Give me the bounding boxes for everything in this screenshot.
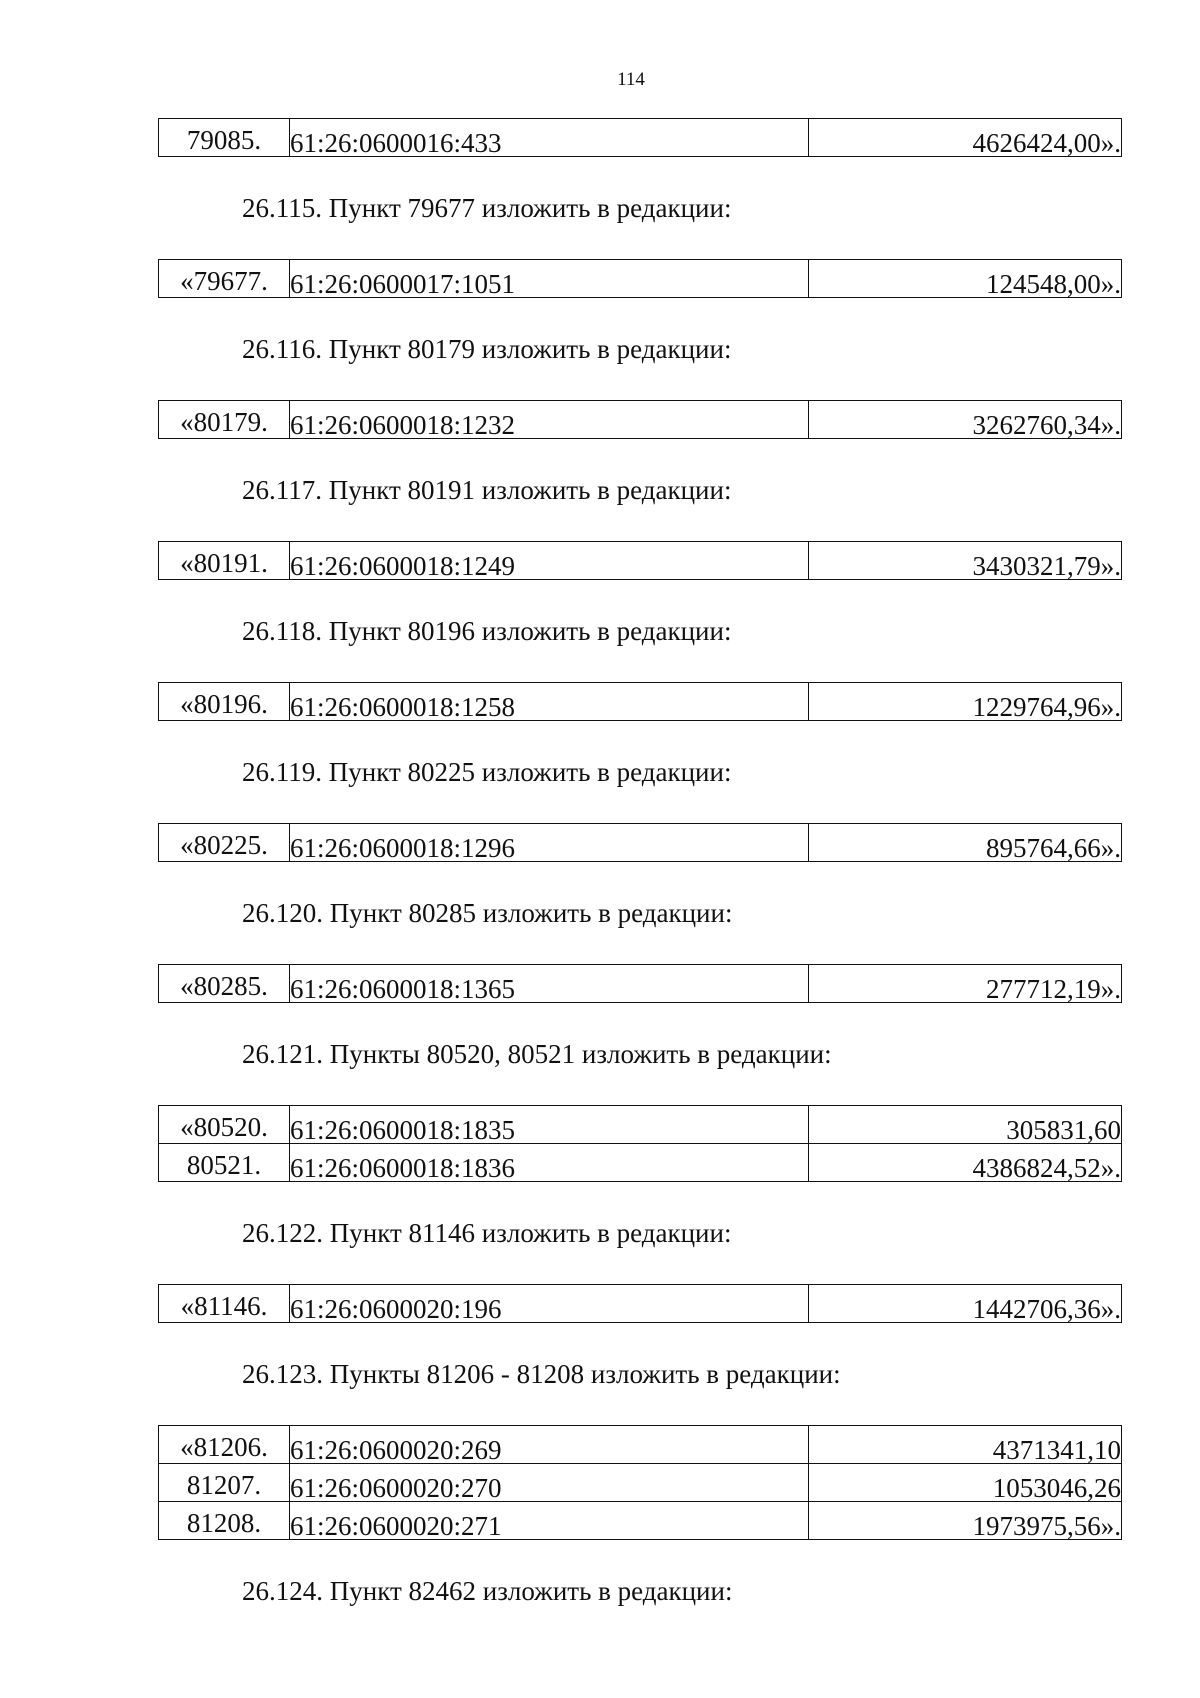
- cadastral-value-table: [158, 541, 1122, 580]
- table-row: [159, 1464, 1122, 1502]
- cadastral-number-text: 61:26:0600018:1249: [290, 551, 516, 581]
- cadastral-number-text: 61:26:0600016:433: [290, 128, 502, 158]
- item-number-cell: [159, 401, 290, 439]
- cadastral-value-cell: [809, 1426, 1122, 1464]
- table-row: [159, 965, 1122, 1003]
- cadastral-value-table: [158, 964, 1122, 1003]
- cadastral-value-table: [158, 259, 1122, 298]
- cadastral-value-text: 1229764,96».: [972, 692, 1121, 722]
- cadastral-value-cell: [809, 965, 1122, 1003]
- cadastral-number-cell: [290, 260, 809, 298]
- cadastral-number-text: 61:26:0600018:1836: [290, 1153, 516, 1183]
- item-number-cell: [159, 1106, 290, 1144]
- cadastral-value-cell: [809, 260, 1122, 298]
- cadastral-value-table: [158, 1284, 1122, 1323]
- table-row: [159, 683, 1122, 721]
- cadastral-value-cell: [809, 824, 1122, 862]
- table-row: [159, 1106, 1122, 1144]
- table-row: [159, 260, 1122, 298]
- cadastral-number-cell: [290, 824, 809, 862]
- cadastral-number-cell: [290, 1426, 809, 1464]
- item-number-cell: [159, 1426, 290, 1464]
- item-number-text: 79085.: [186, 125, 262, 155]
- amendment-instruction: 26.122. Пункт 81146 изложить в редакции:: [242, 1218, 732, 1248]
- cadastral-value-text: 895764,66».: [986, 833, 1121, 863]
- cadastral-value-text: 4371341,10: [992, 1435, 1121, 1465]
- amendment-instruction: 26.119. Пункт 80225 изложить в редакции:: [242, 757, 732, 787]
- item-number-cell: [159, 1144, 290, 1182]
- cadastral-value-cell: [809, 119, 1122, 157]
- cadastral-number-text: 61:26:0600020:196: [290, 1294, 502, 1324]
- cadastral-value-table: [158, 823, 1122, 862]
- amendment-instruction: 26.118. Пункт 80196 изложить в редакции:: [242, 616, 732, 646]
- cadastral-value-cell: [809, 1106, 1122, 1144]
- item-number-text: 81207.: [186, 1470, 262, 1500]
- cadastral-value-table: [158, 1105, 1122, 1182]
- item-number-cell: [159, 119, 290, 157]
- cadastral-number-text: 61:26:0600018:1835: [290, 1115, 516, 1145]
- cadastral-number-cell: [290, 1285, 809, 1323]
- cadastral-number-text: 61:26:0600018:1365: [290, 974, 516, 1004]
- table-row: [159, 1144, 1122, 1182]
- item-number-text: «80196.: [180, 689, 268, 719]
- amendment-instruction: 26.124. Пункт 82462 изложить в редакции:: [242, 1576, 733, 1606]
- cadastral-value-cell: [809, 401, 1122, 439]
- item-number-text: «80179.: [180, 407, 268, 437]
- item-number-cell: [159, 683, 290, 721]
- item-number-text: «80191.: [180, 548, 268, 578]
- cadastral-value-table: [158, 682, 1122, 721]
- cadastral-number-cell: [290, 1502, 809, 1540]
- cadastral-value-text: 1973975,56».: [972, 1511, 1121, 1541]
- cadastral-value-cell: [809, 1285, 1122, 1323]
- amendment-instruction: 26.120. Пункт 80285 изложить в редакции:: [242, 898, 733, 928]
- amendment-instruction: 26.115. Пункт 79677 изложить в редакции:: [242, 193, 732, 223]
- cadastral-value-cell: [809, 683, 1122, 721]
- amendment-instruction: 26.117. Пункт 80191 изложить в редакции:: [242, 475, 732, 505]
- cadastral-number-text: 61:26:0600018:1296: [290, 833, 516, 863]
- page-number: 114: [617, 69, 645, 90]
- item-number-cell: [159, 542, 290, 580]
- cadastral-value-text: 277712,19».: [986, 974, 1121, 1004]
- item-number-cell: [159, 1285, 290, 1323]
- table-row: [159, 1285, 1122, 1323]
- cadastral-number-text: 61:26:0600020:271: [290, 1511, 502, 1541]
- cadastral-value-text: 1442706,36».: [972, 1294, 1121, 1324]
- item-number-cell: [159, 1464, 290, 1502]
- cadastral-number-cell: [290, 1106, 809, 1144]
- amendment-instruction: 26.123. Пункты 81206 - 81208 изложить в редакции:: [242, 1359, 841, 1389]
- cadastral-value-cell: [809, 1464, 1122, 1502]
- item-number-text: 80521.: [186, 1150, 262, 1180]
- item-number-cell: [159, 965, 290, 1003]
- table-row: [159, 1502, 1122, 1540]
- document-body: [158, 118, 1122, 1636]
- cadastral-number-text: 61:26:0600018:1258: [290, 692, 516, 722]
- item-number-text: «81146.: [180, 1291, 268, 1321]
- amendment-instruction: 26.121. Пункты 80520, 80521 изложить в редакции:: [242, 1039, 832, 1069]
- cadastral-value-cell: [809, 1144, 1122, 1182]
- item-number-cell: [159, 824, 290, 862]
- cadastral-value-text: 3262760,34».: [972, 410, 1121, 440]
- table-row: [159, 119, 1122, 157]
- cadastral-value-text: 305831,60: [1006, 1115, 1121, 1145]
- cadastral-number-cell: [290, 401, 809, 439]
- cadastral-value-text: 4626424,00».: [972, 128, 1121, 158]
- cadastral-value-cell: [809, 1502, 1122, 1540]
- amendment-instruction: 26.116. Пункт 80179 изложить в редакции:: [242, 334, 732, 364]
- cadastral-value-text: 4386824,52».: [972, 1153, 1121, 1183]
- item-number-text: 81208.: [186, 1508, 262, 1538]
- cadastral-number-text: 61:26:0600017:1051: [290, 269, 516, 299]
- cadastral-value-text: 1053046,26: [992, 1473, 1121, 1503]
- cadastral-number-cell: [290, 119, 809, 157]
- cadastral-number-cell: [290, 683, 809, 721]
- cadastral-value-table: [158, 1425, 1122, 1540]
- table-row: [159, 401, 1122, 439]
- table-row: [159, 824, 1122, 862]
- table-row: [159, 542, 1122, 580]
- cadastral-value-table: [158, 400, 1122, 439]
- cadastral-number-cell: [290, 1144, 809, 1182]
- cadastral-number-cell: [290, 542, 809, 580]
- cadastral-number-text: 61:26:0600020:270: [290, 1473, 502, 1503]
- item-number-text: «79677.: [180, 266, 268, 296]
- cadastral-number-text: 61:26:0600018:1232: [290, 410, 516, 440]
- cadastral-value-cell: [809, 542, 1122, 580]
- item-number-text: «80520.: [180, 1112, 268, 1142]
- cadastral-number-cell: [290, 965, 809, 1003]
- cadastral-number-text: 61:26:0600020:269: [290, 1435, 502, 1465]
- item-number-text: «81206.: [180, 1432, 268, 1462]
- item-number-text: «80285.: [180, 971, 268, 1001]
- cadastral-number-cell: [290, 1464, 809, 1502]
- item-number-cell: [159, 1502, 290, 1540]
- item-number-cell: [159, 260, 290, 298]
- cadastral-value-text: 124548,00».: [986, 269, 1121, 299]
- cadastral-value-table: [158, 118, 1122, 157]
- item-number-text: «80225.: [180, 830, 268, 860]
- cadastral-value-text: 3430321,79».: [972, 551, 1121, 581]
- table-row: [159, 1426, 1122, 1464]
